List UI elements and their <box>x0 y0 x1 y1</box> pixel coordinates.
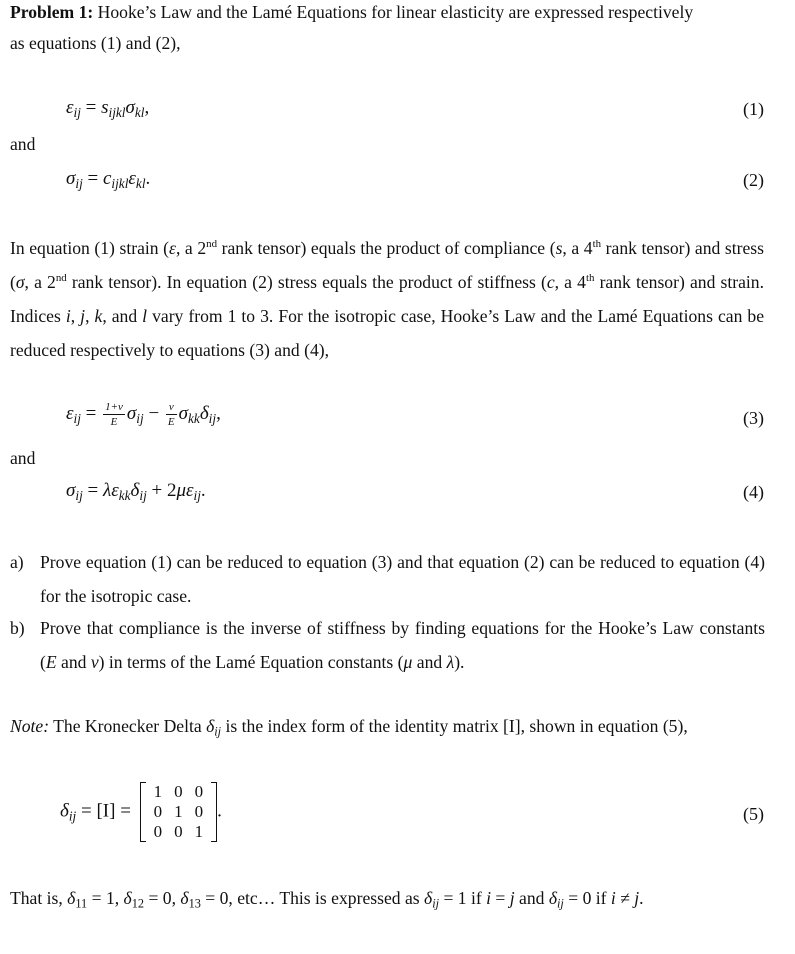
equation-5: $\delta_{ij} = [I]$ = 1 0 0 0 1 0 0 0 1 . <box>60 782 222 841</box>
equation-3: $\varepsilon_{ij}$ = $\frac{1+\nu}{E}$ $\sigma_{ij}$ − $\frac{\nu}{E}$ $\sigma_{kk}\delta_{ij}$, <box>66 401 221 428</box>
and-text-1: and <box>10 134 36 154</box>
list-item-a <box>10 545 765 613</box>
list-label-b: b) <box>10 618 25 638</box>
equation-3-number: (3) <box>743 408 764 428</box>
problem-intro-line2: as equations (1) and (2), <box>10 33 181 53</box>
final-line: That is, $\delta_{11} = 1$, $\delta_{12} = 0$, $\delta_{13} = 0$, etc… This is expressed as $\delta_{ij} = 1$ if i = j and $\delta_{ij} = 0$ if i ≠ j. <box>10 888 644 911</box>
and-text-2: and <box>10 448 36 468</box>
problem-intro-text1: Hooke’s Law and the Lamé Equations for linear elasticity are expressed respectively <box>97 2 694 22</box>
paragraph-strain-stress: In equation (1) strain (ε, a 2nd rank tensor) equals the product of compliance (s, a 4th rank tensor) and stress (σ, a 2nd rank tensor). In equation (2) stress equals the product of stiffness (c, a 4th rank tensor) and strain. Indices i, j, k, and l vary from 1 to 3. For the isotropic case, Hooke’s Law and the Lamé Equations can be reduced respectively to equations (3) and (4), <box>10 237 765 360</box>
equation-1: $\varepsilon_{ij} = s_{ijkl}\sigma_{kl}$, <box>66 97 150 120</box>
fraction-nu-over-E: $\frac{\nu}{E}$ <box>167 401 175 428</box>
equation-1-number: (1) <box>743 99 764 119</box>
note-label: Note: <box>10 716 50 736</box>
equation-5-number: (5) <box>743 804 764 824</box>
list-text-b: Prove that compliance is the inverse of stiffness by finding equations for the Hooke’s Law constants (E and ν) in terms of the Lamé Equation constants (μ and λ). <box>40 618 765 672</box>
note-line: Note: The Kronecker Delta $\delta_{ij}$ is the index form of the identity matrix [I], shown in equation (5), <box>10 716 688 739</box>
list-label-a: a) <box>10 552 24 572</box>
equation-4: $\sigma_{ij} = \lambda\varepsilon_{kk}\delta_{ij} + 2\mu\varepsilon_{ij}$. <box>66 480 206 503</box>
problem-label: Problem 1: <box>10 2 94 22</box>
problem-intro-line1 <box>10 0 693 24</box>
list-text-a: Prove equation (1) can be reduced to equation (3) and that equation (2) can be reduced to equation (4) for the isotropic case. <box>40 552 765 606</box>
equation-2: $\sigma_{ij} = c_{ijkl}\varepsilon_{kl}$. <box>66 168 151 191</box>
equation-4-number: (4) <box>743 482 764 502</box>
identity-matrix: 1 0 0 0 1 0 0 0 1 <box>140 782 218 842</box>
list-item-b <box>10 611 765 679</box>
equation-2-number: (2) <box>743 170 764 190</box>
fraction-1-plus-nu-over-E: $\frac{1+\nu}{E}$ <box>105 401 123 428</box>
